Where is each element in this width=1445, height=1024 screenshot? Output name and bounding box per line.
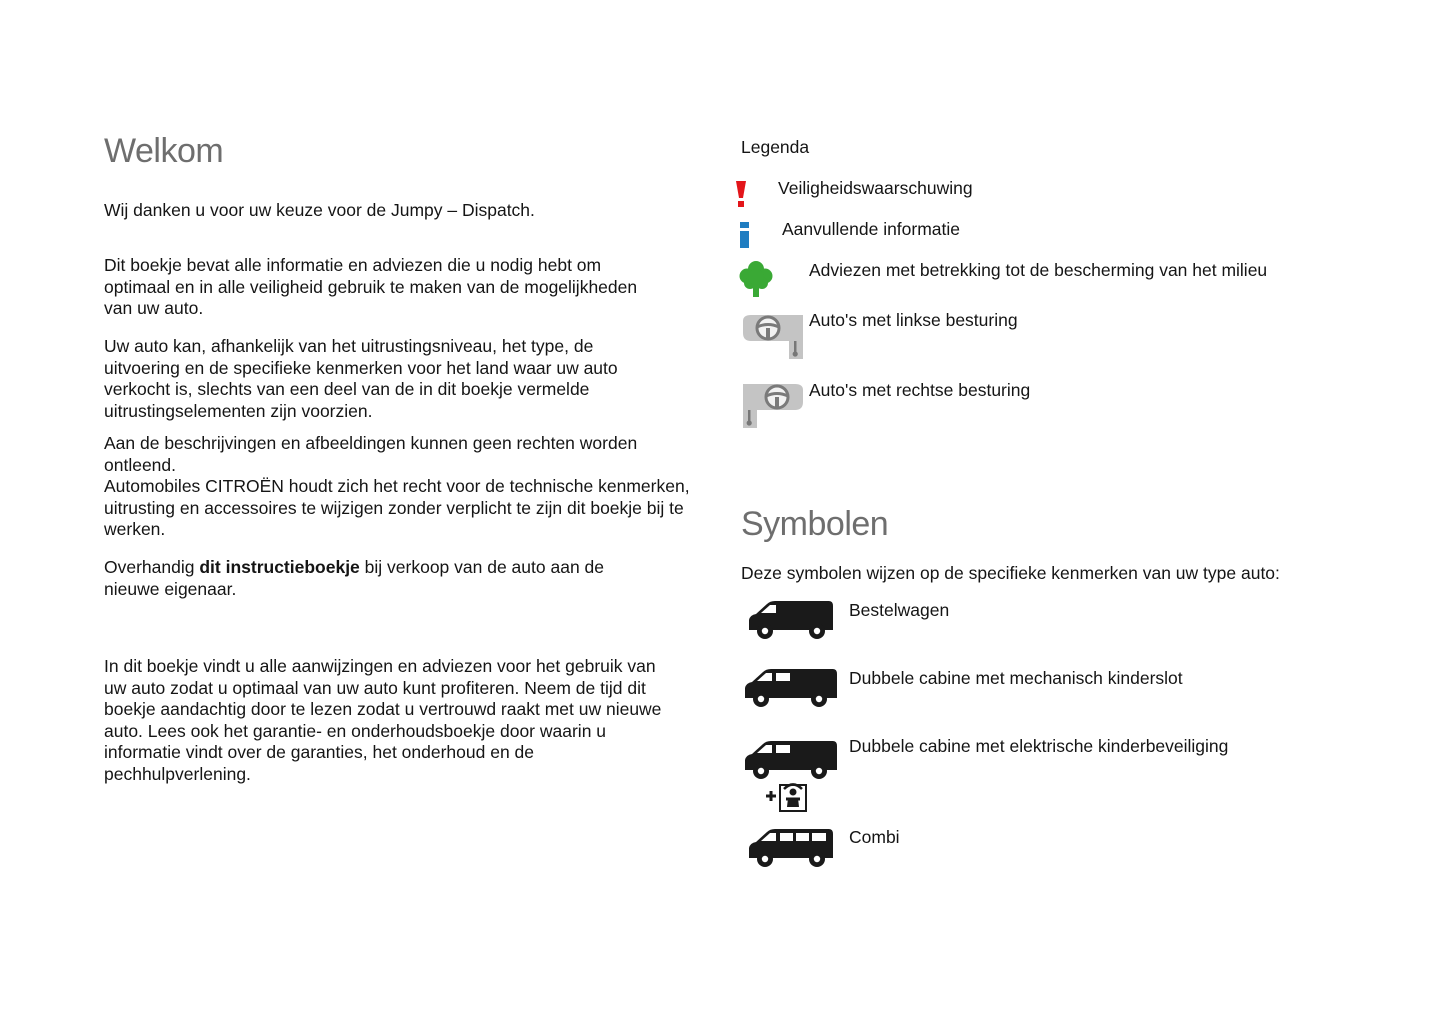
- symbols-intro: Deze symbolen wijzen op de specifieke kenmerken van uw type auto:: [741, 563, 1280, 583]
- welcome-paragraph-3a: Aan de beschrijvingen en afbeeldingen kunnen geen rechten worden ontleend.: [104, 433, 638, 475]
- welcome-paragraph-1: Dit boekje bevat alle informatie en adviezen die u nodig hebt om optimaal en in alle veiligheid gebruik te maken van de mogelijkheden van uw auto.: [104, 255, 638, 319]
- welcome-title: Welkom: [104, 132, 224, 170]
- welcome-paragraph-4: [104, 557, 649, 600]
- welcome-thanks: Wij danken u voor uw keuze voor de Jumpy – Dispatch.: [104, 200, 535, 220]
- symbol-item-combi: Combi: [849, 827, 900, 847]
- left-hand-drive-icon: [741, 311, 805, 361]
- symbol-item-double-cab-electric: Dubbele cabine met elektrische kinderbeveiliging: [849, 736, 1229, 756]
- legend-item-right-drive: Auto's met rechtse besturing: [809, 380, 1031, 400]
- welcome-paragraph-3b: Automobiles CITROËN houdt zich het recht voor de technische kenmerken, uitrusting en accessoires te wijzigen zonder verplicht te zijn dit boekje bij te werken.: [104, 476, 690, 540]
- symbol-item-panel-van: Bestelwagen: [849, 600, 950, 620]
- legend-title: Legenda: [741, 137, 810, 157]
- p4-text-pre: Overhandig: [104, 557, 200, 577]
- legend-item-warning: Veiligheidswaarschuwing: [778, 178, 973, 198]
- double-cab-electric-icon: [743, 738, 839, 782]
- tree-icon: [739, 260, 773, 298]
- legend-item-left-drive: Auto's met linkse besturing: [809, 310, 1018, 330]
- child-safety-icon: [764, 779, 810, 813]
- right-hand-drive-icon: [741, 380, 805, 430]
- combi-icon: [747, 826, 835, 870]
- symbols-title: Symbolen: [741, 505, 889, 543]
- double-cab-mechanical-icon: [743, 666, 839, 710]
- panel-van-icon: [747, 598, 835, 642]
- info-icon: [738, 221, 752, 249]
- welcome-paragraph-5: In dit boekje vindt u alle aanwijzingen en adviezen voor het gebruik van uw auto zodat u optimaal van uw auto kunt profiteren. Neem de tijd dit boekje aandachtig door te lezen zodat u vertrouwd raakt met uw nieuwe auto. Lees ook het garantie- en onderhoudsboekje door waarin u informatie vindt over de garanties, het onderhoud en de pechhulpverlening.: [104, 656, 662, 784]
- warning-exclamation-icon: [733, 180, 749, 208]
- p4-text-post: bij verkoop van de auto aan de nieuwe eigenaar.: [104, 557, 605, 599]
- legend-item-info: Aanvullende informatie: [782, 219, 961, 239]
- symbol-item-double-cab-mechanical: Dubbele cabine met mechanisch kinderslot: [849, 668, 1183, 688]
- welcome-paragraph-2: Uw auto kan, afhankelijk van het uitrustingsniveau, het type, de uitvoering en de specifieke kenmerken voor het land waar uw auto verkocht is, slechts van een deel van de in dit boekje vermelde uitrustingselementen zijn voorzien.: [104, 336, 618, 421]
- legend-item-environment: Adviezen met betrekking tot de bescherming van het milieu: [809, 260, 1268, 280]
- p4-text-bold: dit instructieboekje: [199, 557, 360, 577]
